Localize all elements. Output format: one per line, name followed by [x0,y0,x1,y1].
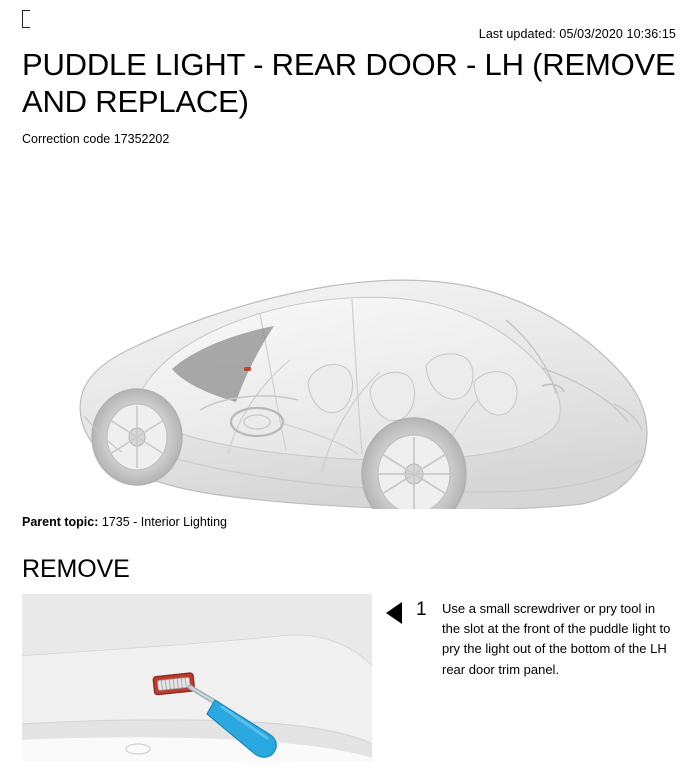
page-title: PUDDLE LIGHT - REAR DOOR - LH (REMOVE AND REPLACE) [22,47,676,119]
section-heading-remove: REMOVE [22,555,130,584]
step-row [22,594,676,762]
door-panel-illustration [22,594,372,762]
hero-figure [22,154,676,509]
parent-topic [22,515,676,529]
text-cursor-mark [22,10,30,28]
last-updated-text: Last updated: 05/03/2020 10:36:15 [478,27,676,41]
parent-topic-value: 1735 - Interior Lighting [101,515,227,530]
triangle-left-icon [386,602,402,624]
vehicle-ghost-illustration [22,154,676,509]
step-number: 1 [416,599,427,621]
step-figure [22,594,372,762]
parent-topic-label: Parent topic: [22,515,99,530]
step-pointer-arrow [372,594,416,624]
correction-code: Correction code 17352202 [22,132,170,147]
step-instruction-text: Use a small screwdriver or pry tool in the slot at the front of the puddle light to pry the light out of the bottom of the LH rear door trim panel. [442,601,671,677]
